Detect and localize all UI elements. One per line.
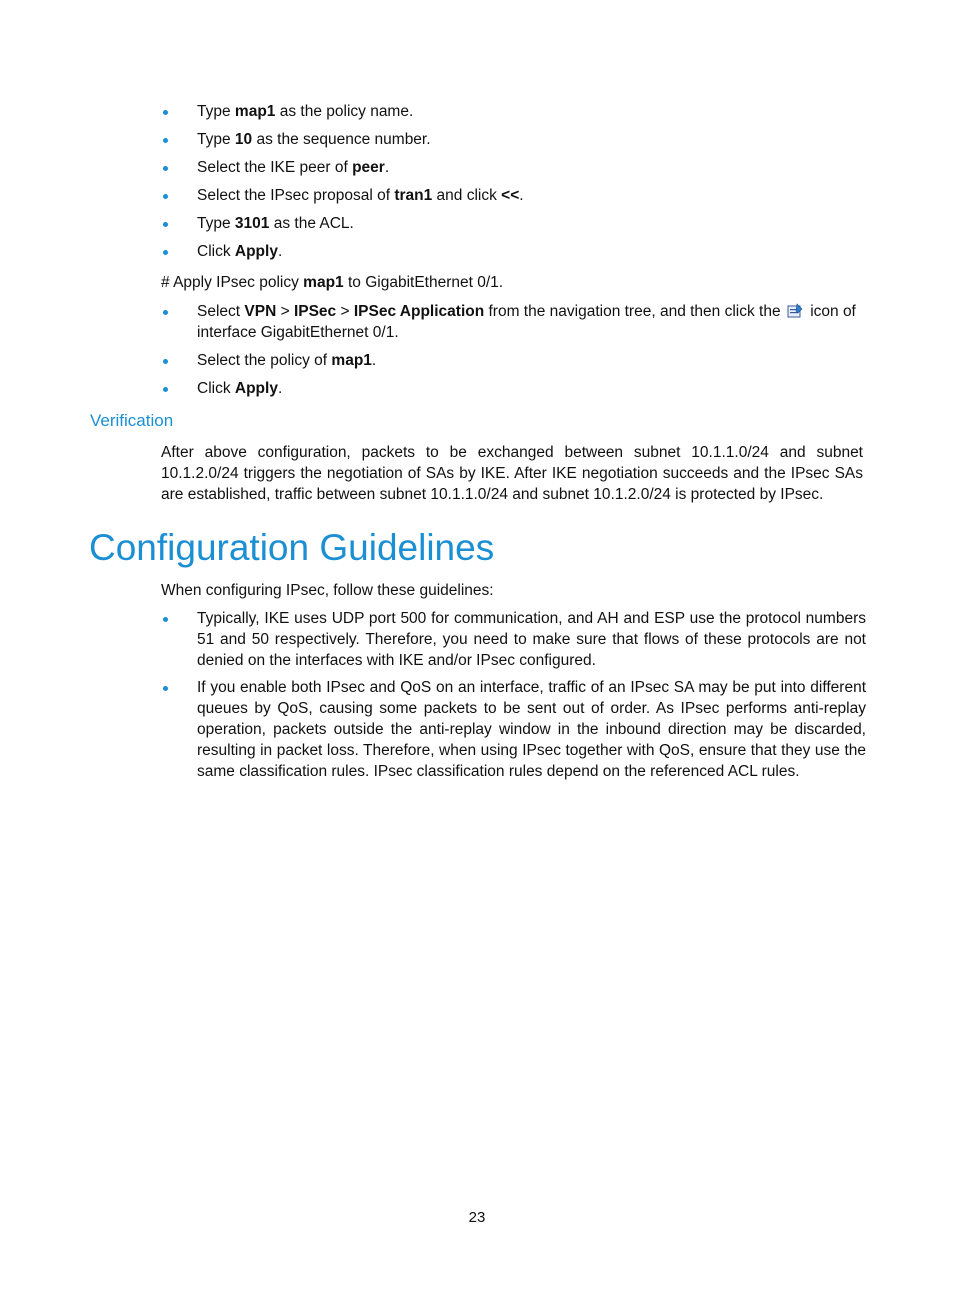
verification-text: After above configuration, packets to be exchanged between subnet 10.1.1.0/24 and subnet 10.1.2.0/24 triggers the negotiation of SAs by IKE. After IKE negotiation succeeds and the IPsec SAs are established, traffic between subnet 10.1.1.0/24 and subnet 10.1.2.0/24 is protected by IPsec.: [161, 444, 863, 503]
list-item: [161, 241, 866, 262]
bold-text: IPSec: [293, 303, 337, 320]
edit-icon: [787, 303, 804, 318]
bold-text: map1: [331, 352, 372, 369]
text: as the sequence number.: [252, 131, 431, 148]
bold-text: peer: [352, 159, 385, 176]
text: and click: [432, 187, 502, 204]
text: .: [384, 159, 390, 176]
bold-text: map1: [234, 103, 276, 120]
list-item: [161, 157, 866, 178]
bold-text: VPN: [244, 303, 277, 320]
text: to GigabitEthernet 0/1.: [343, 274, 504, 291]
list-item: [161, 350, 866, 371]
page-number: 23: [468, 1209, 486, 1226]
text: .: [371, 352, 377, 369]
guidelines-heading: Configuration Guidelines: [89, 527, 495, 568]
text: as the ACL.: [269, 215, 354, 232]
text: Type: [197, 131, 235, 148]
list-item: [161, 213, 866, 234]
text: .: [519, 187, 524, 204]
text: # Apply IPsec policy: [161, 274, 304, 291]
bold-text: Apply: [234, 243, 278, 260]
text: .: [277, 380, 283, 397]
text: Select the IPsec proposal of: [197, 187, 395, 204]
text: Type: [197, 103, 235, 120]
text: as the policy name.: [275, 103, 414, 120]
text: .: [277, 243, 283, 260]
list-item: [161, 378, 866, 399]
text: Select the policy of: [197, 352, 332, 369]
text: Click: [197, 380, 235, 397]
text: >: [276, 303, 294, 320]
text: from the navigation tree, and then click the: [484, 303, 785, 320]
bold-text: Apply: [234, 380, 278, 397]
bold-text: 3101: [234, 215, 270, 232]
text: Type: [197, 215, 235, 232]
text: icon of interface GigabitEthernet 0/1.: [197, 303, 856, 341]
text: Select the IKE peer of: [197, 159, 353, 176]
bold-text: IPSec Application: [353, 303, 485, 320]
apply-steps-list: [161, 301, 866, 399]
bold-text: tran1: [394, 187, 433, 204]
list-item: If you enable both IPsec and QoS on an interface, traffic of an IPsec SA may be put into different queues by QoS, causing some packets to be sent out of order. As IPsec performs anti-replay operation, packets outside the anti-replay window in the inbound direction may be discarded, resulting in packet loss. Therefore, when using IPsec together with QoS, ensure that they use the same classification rules. IPsec classification rules depend on the referenced ACL rules.: [161, 677, 866, 782]
guidelines-intro: When configuring IPsec, follow these guidelines:: [161, 582, 494, 599]
list-item: [161, 101, 866, 122]
text: Select: [197, 303, 245, 320]
bold-text: map1: [303, 274, 344, 291]
list-item: [161, 129, 866, 150]
text: >: [336, 303, 354, 320]
text: Click: [197, 243, 235, 260]
list-item: [161, 185, 866, 206]
apply-comment: [161, 272, 863, 293]
policy-steps-list: [161, 101, 866, 262]
verification-heading: Verification: [90, 411, 174, 430]
bold-text: <<: [501, 187, 520, 204]
list-item: Typically, IKE uses UDP port 500 for communication, and AH and ESP use the protocol numbers 51 and 50 respectively. Therefore, you need to make sure that flows of these protocols are not denied on the interfaces with IKE and/or IPsec configured.: [161, 608, 866, 671]
bold-text: 10: [234, 131, 253, 148]
list-item: [161, 301, 866, 343]
guidelines-list: [161, 608, 866, 782]
